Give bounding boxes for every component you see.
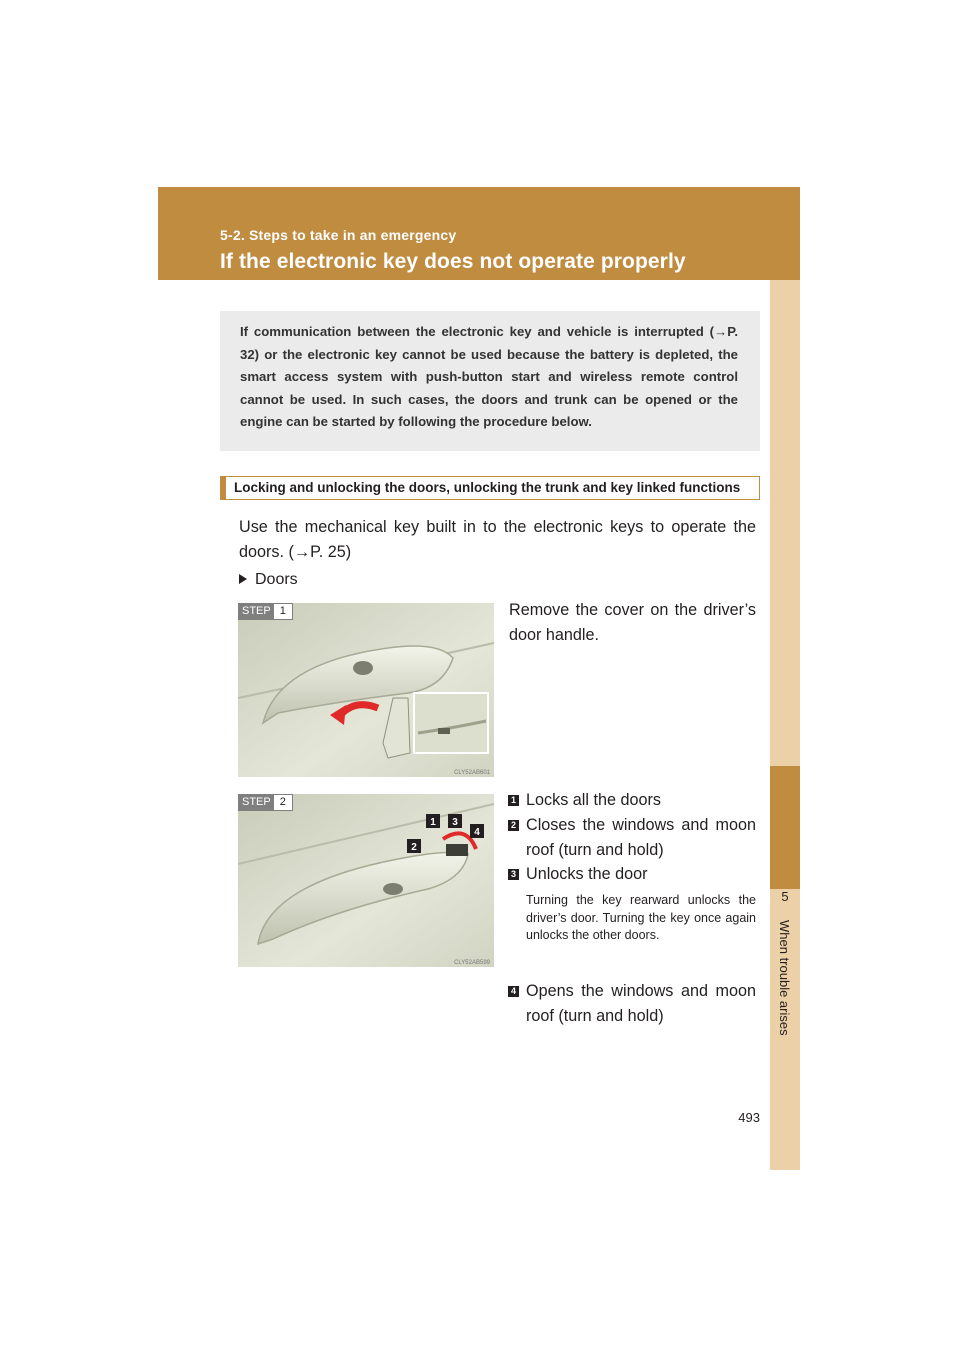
chapter-number: 5 (781, 889, 789, 904)
callout-1: 1 (430, 817, 436, 828)
door-handle-cover-illustration (238, 603, 494, 777)
item-number-3: 3 (508, 869, 519, 880)
item-text-1: Locks all the doors (526, 791, 661, 809)
item-number-2: 2 (508, 820, 519, 831)
item-number-4: 4 (508, 986, 519, 997)
bullet-doors (239, 571, 298, 589)
chapter-title: When trouble arises (777, 920, 792, 1036)
side-chapter-band (770, 280, 800, 1170)
step1-badge (238, 603, 293, 620)
bullet-triangle-icon (239, 574, 247, 584)
figure-code: CLY52AB599 (454, 960, 490, 966)
callout-4: 4 (474, 827, 480, 838)
intro-text: If communication between the electronic key and vehicle is interrupted (→P. 32) or the electronic key cannot be used because the battery is depleted, the smart access system with push-button start and wireless remote control cannot be used. In such cases, the doors and trunk can be opened or the engine can be started by following the procedure below. (240, 324, 738, 429)
step2-badge (238, 794, 293, 811)
chapter-tab (770, 766, 800, 889)
section-heading (220, 476, 760, 500)
step2-figure (238, 794, 494, 967)
item-text-4: Opens the windows and moon roof (turn and hold) (526, 982, 756, 1025)
page-title: If the electronic key does not operate properly (220, 250, 686, 273)
section-label: 5-2. Steps to take in an emergency (220, 227, 457, 243)
step-word: STEP (239, 604, 274, 619)
section-heading-text: Locking and unlocking the doors, unlocking the trunk and key linked functions (234, 480, 741, 495)
step1-figure (238, 603, 494, 777)
step-word: STEP (239, 795, 274, 810)
page-number: 493 (738, 1110, 760, 1125)
item-text-3: Unlocks the door (526, 865, 648, 883)
figure-code: CLY52AB601 (454, 770, 490, 776)
callout-2: 2 (411, 842, 417, 853)
step-number: 1 (279, 605, 286, 617)
step1-text: Remove the cover on the driver’s door handle. (509, 601, 756, 644)
item-note: Turning the key rearward unlocks the driver’s door. Turning the key once again unlocks the other doors. (526, 893, 756, 942)
item-text-2: Closes the windows and moon roof (turn and hold) (526, 816, 756, 859)
item-number-1: 1 (508, 795, 519, 806)
step-number: 2 (279, 796, 286, 808)
section-body-text: Use the mechanical key built in to the electronic keys to operate the doors. (→P. 25) (239, 518, 756, 561)
section-heading-bar (220, 476, 226, 500)
bullet-label: Doors (255, 571, 298, 588)
callout-3: 3 (452, 817, 458, 828)
chapter-header (158, 187, 800, 280)
door-key-turn-illustration (238, 794, 494, 967)
intro-box (220, 311, 760, 451)
